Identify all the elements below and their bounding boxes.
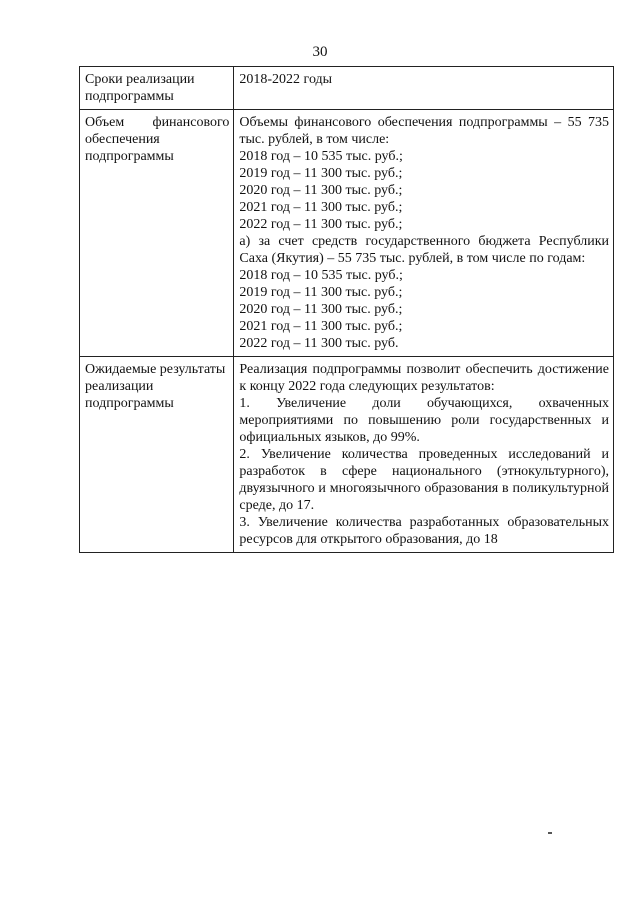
result-item-3: 3. Увеличение количества разработанных образовательных ресурсов для открытого образования, до 18	[239, 515, 609, 547]
financing-year-2019: 2019 год – 11 300 тыс. руб.;	[239, 166, 403, 181]
result-item-1: 1. Увеличение доли обучающихся, охваченных мероприятиями по повышению роли государственных и официальных языков, до 99%.	[239, 396, 609, 445]
results-label: Ожидаемые результаты реализации подпрограммы	[80, 357, 234, 553]
timeline-label: Сроки реализации подпрограммы	[80, 67, 234, 110]
financing-budget-year-2022: 2022 год – 11 300 тыс. руб.	[239, 336, 399, 351]
financing-year-2022: 2022 год – 11 300 тыс. руб.;	[239, 217, 403, 232]
table-row-results	[80, 357, 614, 553]
financing-budget-year-2020: 2020 год – 11 300 тыс. руб.;	[239, 302, 403, 317]
financing-budget-intro: а) за счет средств государственного бюджета Республики Саха (Якутия) – 55 735 тыс. рублей, в том числе по годам:	[239, 234, 609, 266]
financing-intro: Объемы финансового обеспечения подпрограммы – 55 735 тыс. рублей, в том числе:	[239, 115, 609, 147]
timeline-value: 2018-2022 годы	[234, 67, 614, 110]
financing-year-2020: 2020 год – 11 300 тыс. руб.;	[239, 183, 403, 198]
financing-year-2018: 2018 год – 10 535 тыс. руб.;	[239, 149, 403, 164]
financing-budget-year-2018: 2018 год – 10 535 тыс. руб.;	[239, 268, 403, 283]
result-item-2: 2. Увеличение количества проведенных исследований и разработок в сфере национального (этнокультурного), двуязычного и многоязычного образования в поликультурной среде, до 17.	[239, 447, 609, 513]
financing-budget-year-2019: 2019 год – 11 300 тыс. руб.;	[239, 285, 403, 300]
table-row-timeline	[80, 67, 614, 110]
scan-speck	[548, 832, 552, 834]
financing-label: Объем финансового обеспечения подпрограммы	[80, 110, 234, 357]
financing-year-2021: 2021 год – 11 300 тыс. руб.;	[239, 200, 403, 215]
financing-value	[234, 110, 614, 357]
subprogram-passport-table	[79, 66, 614, 553]
financing-budget-year-2021: 2021 год – 11 300 тыс. руб.;	[239, 319, 403, 334]
page-number: 30	[312, 44, 328, 60]
results-value	[234, 357, 614, 553]
table-row-financing	[80, 110, 614, 357]
results-intro: Реализация подпрограммы позволит обеспечить достижение к концу 2022 года следующих результатов:	[239, 362, 609, 394]
